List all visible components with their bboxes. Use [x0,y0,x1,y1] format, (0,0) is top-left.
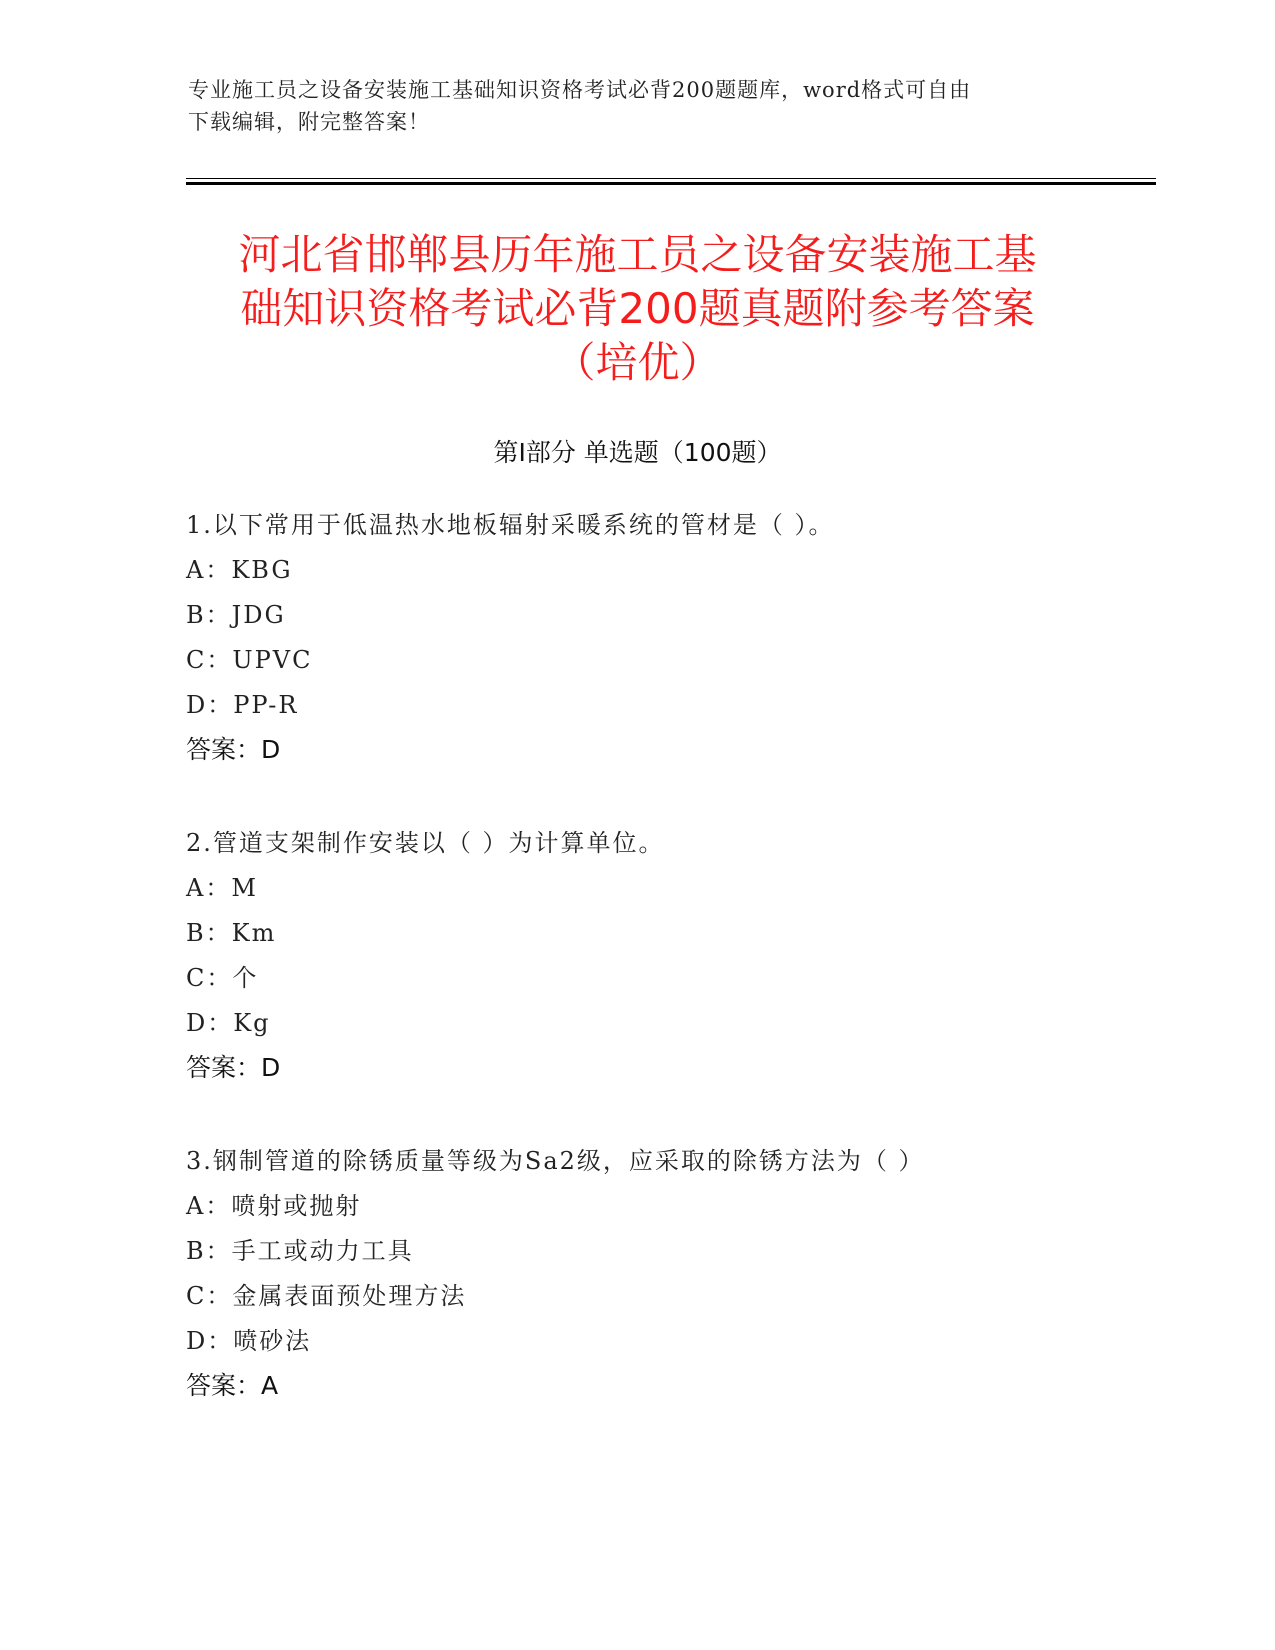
title-line-2: 础知识资格考试必背200题真题附参考答案 [240,284,1035,333]
option-b: B：JDG [186,601,286,629]
option-a: A：M [186,874,258,902]
section-heading: 第Ⅰ部分 单选题（100题） [493,438,782,467]
question-3 [186,1138,1136,1409]
option-b: B：手工或动力工具 [186,1237,414,1265]
header-divider-thick [186,182,1156,185]
document-title [150,228,1125,390]
option-b: B：Km [186,919,277,947]
answer: 答案：A [186,1371,279,1400]
option-d: D：PP-R [186,691,299,719]
title-line-3: （培优） [553,338,722,387]
answer: 答案：D [186,1053,281,1082]
intro-line-1: 专业施工员之设备安装施工基础知识资格考试必背200题题库，word格式可自由 [188,78,972,102]
option-c: C：金属表面预处理方法 [186,1282,467,1310]
option-c: C：UPVC [186,646,313,674]
header-divider-thin [186,178,1156,179]
question-1 [186,502,1136,773]
question-stem: 3.钢制管道的除锈质量等级为Sa2级，应采取的除锈方法为（ ） [186,1147,925,1175]
question-stem: 2.管道支架制作安装以（ ）为计算单位。 [186,829,665,857]
option-a: A：喷射或抛射 [186,1192,362,1220]
question-2 [186,820,1136,1091]
option-c: C：个 [186,964,259,992]
title-line-1: 河北省邯郸县历年施工员之设备安装施工基 [238,230,1037,279]
intro-line-2: 下载编辑，附完整答案！ [188,110,430,134]
question-stem: 1.以下常用于低温热水地板辐射采暖系统的管材是（ ）。 [186,511,835,539]
option-d: D：Kg [186,1009,271,1037]
answer: 答案：D [186,735,281,764]
option-a: A：KBG [186,556,293,584]
option-d: D：喷砂法 [186,1327,312,1355]
intro-text [188,74,1088,138]
